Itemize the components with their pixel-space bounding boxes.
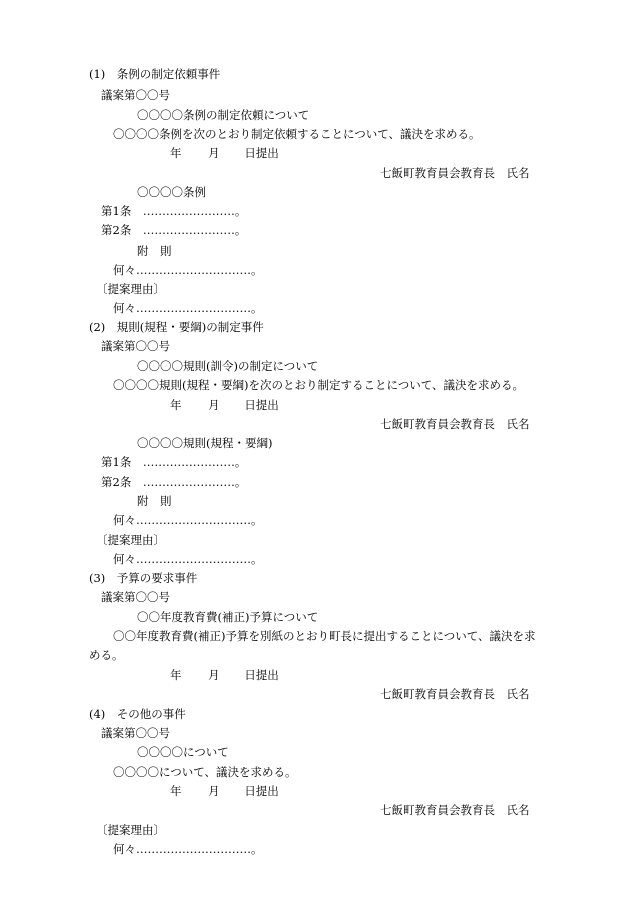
- date-year: 年: [170, 146, 182, 160]
- section-1-date-line: [170, 146, 279, 161]
- section-4-bill-number: 議案第〇〇号: [101, 726, 170, 740]
- section-3-body-line-1: 〇〇年度教育費(補正)予算を別紙のとおり町長に提出することについて、議決を求: [113, 629, 536, 643]
- date-day: 日提出: [244, 146, 279, 160]
- section-1-signer: 七飯町教育員会教育長 氏名: [380, 166, 530, 180]
- date-day: 日提出: [244, 784, 279, 798]
- section-4-date-line: [170, 784, 279, 799]
- section-4-reason-heading: 〔提案理由〕: [96, 823, 165, 837]
- section-1-article-2: 第2条 ……………………。: [101, 223, 247, 237]
- section-1-title: 〇〇〇〇条例の制定依頼について: [137, 108, 310, 122]
- section-3-body-line-2: める。: [89, 648, 124, 662]
- section-2-reason-heading: 〔提案理由〕: [96, 533, 165, 547]
- date-month: 月: [208, 398, 220, 412]
- section-1-supplementary-heading: 附 則: [137, 244, 172, 258]
- section-4-reason-body: 何々…………………………。: [113, 842, 263, 856]
- section-1-bill-number: 議案第〇〇号: [101, 88, 170, 102]
- date-day: 日提出: [244, 668, 279, 682]
- section-4-title: 〇〇〇〇について: [137, 745, 229, 759]
- section-1-heading: (1) 条例の制定依頼事件: [89, 67, 221, 81]
- section-3-heading: (3) 予算の要求事件: [89, 571, 198, 585]
- section-2-date-line: [170, 398, 279, 413]
- section-3-signer: 七飯町教育員会教育長 氏名: [380, 687, 530, 701]
- date-month: 月: [208, 146, 220, 160]
- section-3-date-line: [170, 668, 279, 683]
- section-2-supplementary-heading: 附 則: [137, 494, 172, 508]
- section-2-article-1: 第1条 ……………………。: [101, 455, 247, 469]
- section-2-bill-number: 議案第〇〇号: [101, 339, 170, 353]
- date-year: 年: [170, 398, 182, 412]
- section-1-article-1: 第1条 ……………………。: [101, 204, 247, 218]
- section-2-heading: (2) 規則(規程・要綱)の制定事件: [89, 320, 264, 334]
- date-year: 年: [170, 784, 182, 798]
- section-1-reason-body: 何々…………………………。: [113, 301, 263, 315]
- section-1-reason-heading: 〔提案理由〕: [96, 282, 165, 296]
- section-1-body: 〇〇〇〇条例を次のとおり制定依頼することについて、議決を求める。: [113, 127, 481, 141]
- section-2-supplementary-body: 何々…………………………。: [113, 513, 263, 527]
- date-month: 月: [208, 784, 220, 798]
- section-3-bill-number: 議案第〇〇号: [101, 590, 170, 604]
- section-3-title: 〇〇年度教育費(補正)予算について: [137, 610, 319, 624]
- section-2-article-2: 第2条 ……………………。: [101, 475, 247, 489]
- section-4-body: 〇〇〇〇について、議決を求める。: [113, 765, 297, 779]
- date-year: 年: [170, 668, 182, 682]
- date-day: 日提出: [244, 398, 279, 412]
- section-2-signer: 七飯町教育員会教育長 氏名: [380, 417, 530, 431]
- date-month: 月: [208, 668, 220, 682]
- section-2-draft-title: 〇〇〇〇規則(規程・要綱): [137, 436, 273, 450]
- section-4-heading: (4) その他の事件: [89, 707, 186, 721]
- section-2-body: 〇〇〇〇規則(規程・要綱)を次のとおり制定することについて、議決を求める。: [113, 378, 525, 392]
- section-1-draft-title: 〇〇〇〇条例: [137, 185, 206, 199]
- section-2-title: 〇〇〇〇規則(訓令)の制定について: [137, 359, 319, 373]
- section-1-supplementary-body: 何々…………………………。: [113, 263, 263, 277]
- section-4-signer: 七飯町教育員会教育長 氏名: [380, 803, 530, 817]
- section-2-reason-body: 何々…………………………。: [113, 552, 263, 566]
